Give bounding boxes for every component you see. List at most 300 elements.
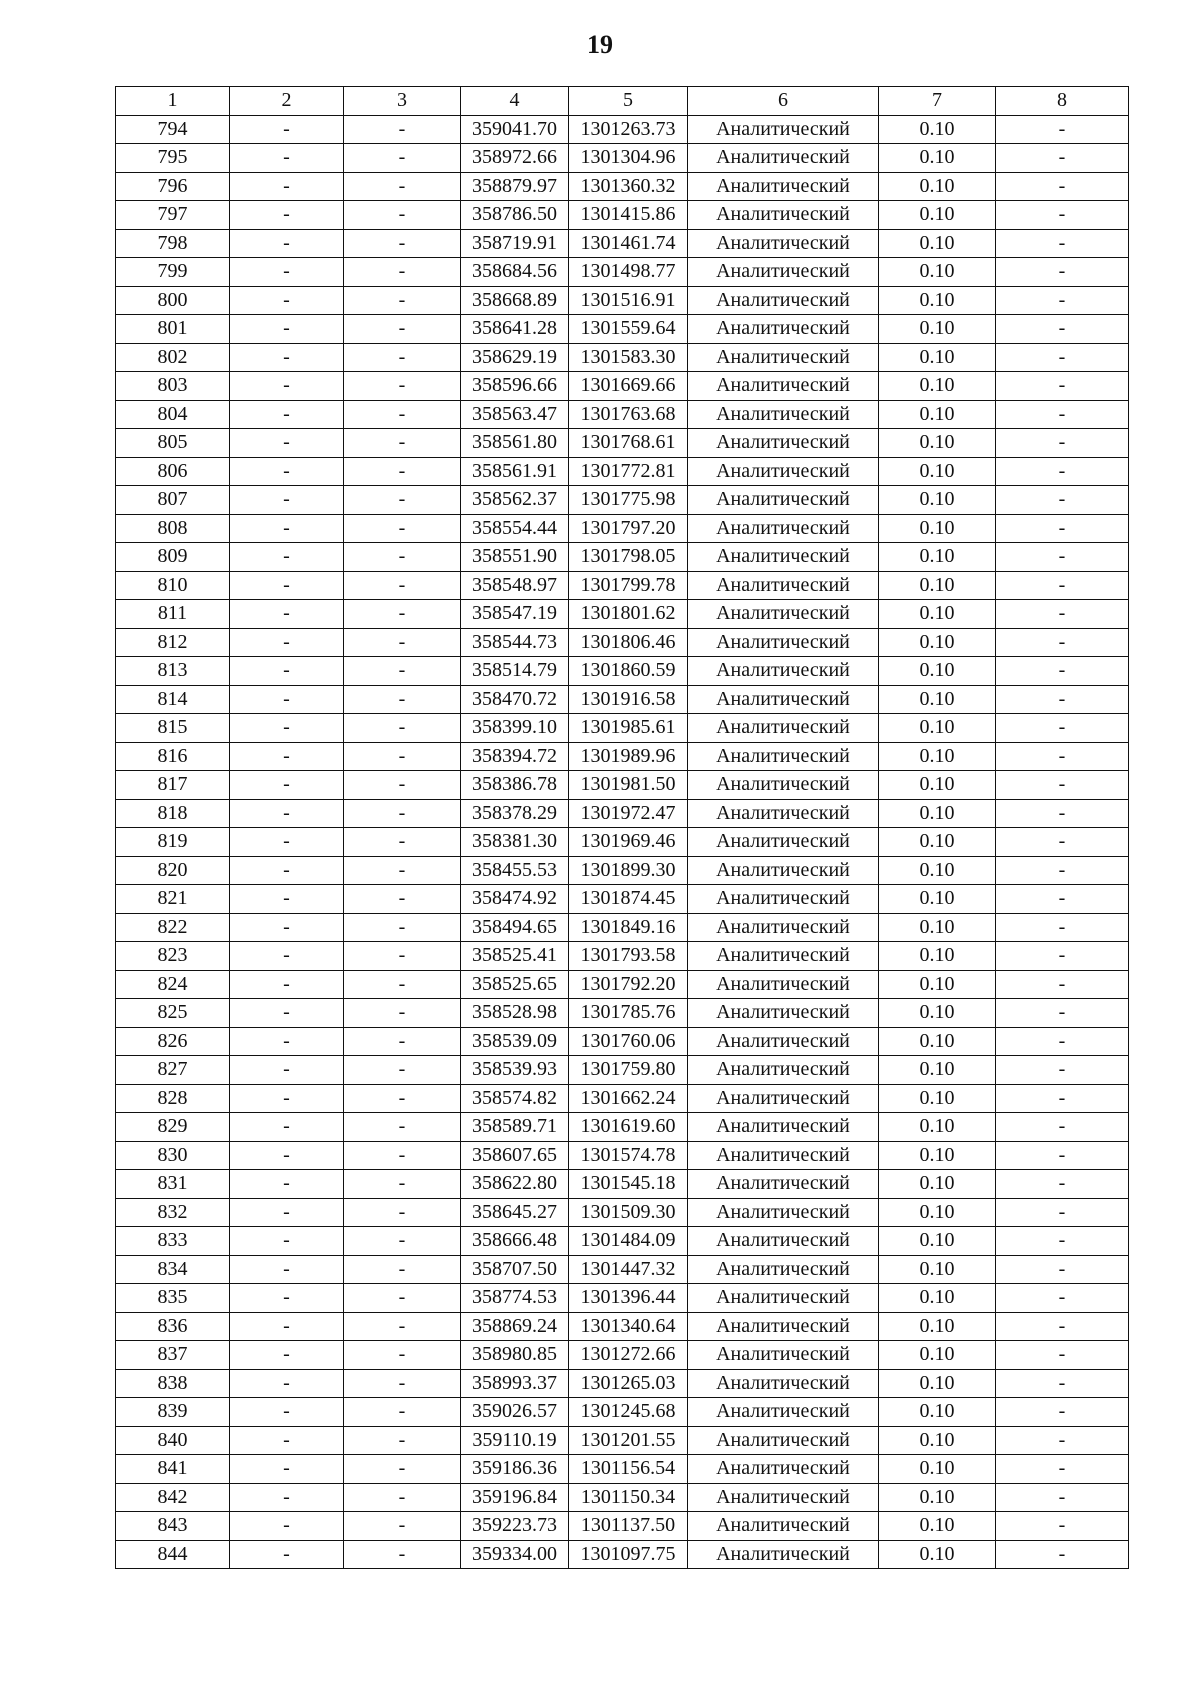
table-cell-col-2: - (230, 657, 344, 686)
table-cell-col-7: 0.10 (879, 771, 996, 800)
table-row (116, 1455, 1129, 1484)
table-cell-col-1: 824 (116, 970, 230, 999)
table-cell-col-7: 0.10 (879, 372, 996, 401)
table-cell-col-8: - (996, 1227, 1129, 1256)
table-cell-col-6: Аналитический (688, 1255, 879, 1284)
table-cell-col-1: 826 (116, 1027, 230, 1056)
table-cell-col-6: Аналитический (688, 144, 879, 173)
table-row (116, 514, 1129, 543)
table-cell-col-4: 358622.80 (461, 1170, 569, 1199)
table-cell-col-4: 358474.92 (461, 885, 569, 914)
table-cell-col-1: 804 (116, 400, 230, 429)
table-cell-col-8: - (996, 1312, 1129, 1341)
table-cell-col-4: 358596.66 (461, 372, 569, 401)
table-cell-col-2: - (230, 885, 344, 914)
table-cell-col-6: Аналитический (688, 571, 879, 600)
table-cell-col-4: 358528.98 (461, 999, 569, 1028)
table-row (116, 144, 1129, 173)
table-cell-col-3: - (344, 258, 461, 287)
table-cell-col-5: 1301981.50 (569, 771, 688, 800)
column-header-6: 6 (688, 87, 879, 116)
table-cell-col-2: - (230, 1198, 344, 1227)
table-cell-col-2: - (230, 1483, 344, 1512)
table-cell-col-4: 358554.44 (461, 514, 569, 543)
table-cell-col-4: 358381.30 (461, 828, 569, 857)
table-cell-col-7: 0.10 (879, 999, 996, 1028)
table-cell-col-7: 0.10 (879, 315, 996, 344)
table-cell-col-6: Аналитический (688, 486, 879, 515)
table-cell-col-5: 1301559.64 (569, 315, 688, 344)
table-cell-col-6: Аналитический (688, 429, 879, 458)
table-cell-col-2: - (230, 1284, 344, 1313)
table-cell-col-1: 841 (116, 1455, 230, 1484)
table-cell-col-1: 803 (116, 372, 230, 401)
table-cell-col-8: - (996, 400, 1129, 429)
table-cell-col-6: Аналитический (688, 799, 879, 828)
table-cell-col-7: 0.10 (879, 514, 996, 543)
table-cell-col-8: - (996, 999, 1129, 1028)
table-cell-col-4: 358641.28 (461, 315, 569, 344)
table-cell-col-7: 0.10 (879, 571, 996, 600)
table-cell-col-5: 1301899.30 (569, 856, 688, 885)
table-cell-col-2: - (230, 144, 344, 173)
table-row (116, 400, 1129, 429)
table-cell-col-6: Аналитический (688, 657, 879, 686)
table-cell-col-2: - (230, 286, 344, 315)
table-cell-col-5: 1301360.32 (569, 172, 688, 201)
table-cell-col-7: 0.10 (879, 400, 996, 429)
column-header-1: 1 (116, 87, 230, 116)
table-row (116, 799, 1129, 828)
table-cell-col-7: 0.10 (879, 856, 996, 885)
table-cell-col-5: 1301619.60 (569, 1113, 688, 1142)
table-cell-col-1: 823 (116, 942, 230, 971)
table-cell-col-3: - (344, 1084, 461, 1113)
table-cell-col-8: - (996, 457, 1129, 486)
table-cell-col-4: 358972.66 (461, 144, 569, 173)
table-cell-col-5: 1301265.03 (569, 1369, 688, 1398)
table-cell-col-6: Аналитический (688, 1398, 879, 1427)
table-cell-col-3: - (344, 1455, 461, 1484)
table-cell-col-7: 0.10 (879, 1369, 996, 1398)
table-cell-col-3: - (344, 1027, 461, 1056)
table-cell-col-1: 842 (116, 1483, 230, 1512)
table-cell-col-7: 0.10 (879, 229, 996, 258)
table-cell-col-3: - (344, 571, 461, 600)
table-cell-col-7: 0.10 (879, 1483, 996, 1512)
table-cell-col-1: 832 (116, 1198, 230, 1227)
column-header-5: 5 (569, 87, 688, 116)
table-cell-col-4: 358684.56 (461, 258, 569, 287)
table-cell-col-8: - (996, 1455, 1129, 1484)
table-cell-col-3: - (344, 229, 461, 258)
table-cell-col-6: Аналитический (688, 400, 879, 429)
table-cell-col-4: 358786.50 (461, 201, 569, 230)
table-cell-col-4: 359186.36 (461, 1455, 569, 1484)
table-cell-col-5: 1301272.66 (569, 1341, 688, 1370)
table-cell-col-2: - (230, 400, 344, 429)
table-cell-col-4: 358544.73 (461, 628, 569, 657)
table-cell-col-8: - (996, 229, 1129, 258)
table-cell-col-6: Аналитический (688, 1341, 879, 1370)
table-cell-col-6: Аналитический (688, 1198, 879, 1227)
table-cell-col-8: - (996, 942, 1129, 971)
table-cell-col-3: - (344, 1312, 461, 1341)
table-cell-col-6: Аналитический (688, 1027, 879, 1056)
table-header-row (116, 87, 1129, 116)
table-cell-col-3: - (344, 172, 461, 201)
table-cell-col-2: - (230, 999, 344, 1028)
table-cell-col-4: 358378.29 (461, 799, 569, 828)
table-cell-col-7: 0.10 (879, 1284, 996, 1313)
table-cell-col-6: Аналитический (688, 514, 879, 543)
table-cell-col-7: 0.10 (879, 1255, 996, 1284)
table-cell-col-2: - (230, 343, 344, 372)
table-cell-col-3: - (344, 685, 461, 714)
table-cell-col-5: 1301415.86 (569, 201, 688, 230)
table-cell-col-8: - (996, 115, 1129, 144)
table-cell-col-4: 358547.19 (461, 600, 569, 629)
table-cell-col-7: 0.10 (879, 1398, 996, 1427)
table-cell-col-7: 0.10 (879, 714, 996, 743)
table-cell-col-7: 0.10 (879, 799, 996, 828)
table-cell-col-5: 1301969.46 (569, 828, 688, 857)
table-cell-col-4: 358980.85 (461, 1341, 569, 1370)
table-cell-col-1: 817 (116, 771, 230, 800)
table-row (116, 172, 1129, 201)
table-cell-col-2: - (230, 1170, 344, 1199)
table-cell-col-6: Аналитический (688, 1512, 879, 1541)
table-cell-col-3: - (344, 999, 461, 1028)
table-row (116, 286, 1129, 315)
table-cell-col-6: Аналитический (688, 714, 879, 743)
table-cell-col-8: - (996, 571, 1129, 600)
table-cell-col-8: - (996, 742, 1129, 771)
table-cell-col-6: Аналитический (688, 115, 879, 144)
table-cell-col-2: - (230, 1398, 344, 1427)
table-cell-col-7: 0.10 (879, 1084, 996, 1113)
table-cell-col-5: 1301772.81 (569, 457, 688, 486)
table-cell-col-1: 834 (116, 1255, 230, 1284)
table-cell-col-2: - (230, 258, 344, 287)
table-cell-col-6: Аналитический (688, 1455, 879, 1484)
table-cell-col-2: - (230, 1113, 344, 1142)
table-cell-col-2: - (230, 828, 344, 857)
table-row (116, 1027, 1129, 1056)
table-cell-col-8: - (996, 799, 1129, 828)
table-cell-col-4: 358774.53 (461, 1284, 569, 1313)
table-cell-col-5: 1301263.73 (569, 115, 688, 144)
table-cell-col-3: - (344, 457, 461, 486)
table-cell-col-6: Аналитический (688, 1084, 879, 1113)
table-cell-col-3: - (344, 742, 461, 771)
table-cell-col-3: - (344, 514, 461, 543)
table-cell-col-4: 358525.41 (461, 942, 569, 971)
table-cell-col-8: - (996, 343, 1129, 372)
table-cell-col-1: 830 (116, 1141, 230, 1170)
table-cell-col-8: - (996, 172, 1129, 201)
table-row (116, 1398, 1129, 1427)
table-cell-col-2: - (230, 486, 344, 515)
table-row (116, 1113, 1129, 1142)
table-cell-col-1: 820 (116, 856, 230, 885)
table-row (116, 685, 1129, 714)
table-cell-col-8: - (996, 1027, 1129, 1056)
table-cell-col-2: - (230, 172, 344, 201)
table-cell-col-4: 358707.50 (461, 1255, 569, 1284)
table-cell-col-5: 1301972.47 (569, 799, 688, 828)
table-cell-col-1: 814 (116, 685, 230, 714)
table-cell-col-1: 831 (116, 1170, 230, 1199)
table-cell-col-2: - (230, 229, 344, 258)
table-cell-col-2: - (230, 742, 344, 771)
table-cell-col-6: Аналитический (688, 970, 879, 999)
table-row (116, 115, 1129, 144)
table-cell-col-3: - (344, 486, 461, 515)
table-cell-col-3: - (344, 1426, 461, 1455)
table-cell-col-5: 1301763.68 (569, 400, 688, 429)
table-row (116, 999, 1129, 1028)
table-cell-col-1: 840 (116, 1426, 230, 1455)
table-cell-col-3: - (344, 885, 461, 914)
table-row (116, 970, 1129, 999)
table-cell-col-1: 836 (116, 1312, 230, 1341)
table-cell-col-1: 816 (116, 742, 230, 771)
table-cell-col-1: 797 (116, 201, 230, 230)
table-row (116, 1170, 1129, 1199)
table-cell-col-6: Аналитический (688, 742, 879, 771)
table-cell-col-6: Аналитический (688, 1141, 879, 1170)
table-cell-col-4: 358869.24 (461, 1312, 569, 1341)
table-cell-col-7: 0.10 (879, 1540, 996, 1569)
table-cell-col-8: - (996, 486, 1129, 515)
table-cell-col-6: Аналитический (688, 628, 879, 657)
table-cell-col-1: 844 (116, 1540, 230, 1569)
table-row (116, 1369, 1129, 1398)
table-cell-col-5: 1301662.24 (569, 1084, 688, 1113)
table-cell-col-7: 0.10 (879, 1198, 996, 1227)
table-cell-col-4: 359334.00 (461, 1540, 569, 1569)
table-cell-col-3: - (344, 201, 461, 230)
table-cell-col-4: 358562.37 (461, 486, 569, 515)
table-cell-col-7: 0.10 (879, 457, 996, 486)
table-row (116, 571, 1129, 600)
table-cell-col-6: Аналитический (688, 685, 879, 714)
table-row (116, 600, 1129, 629)
table-row (116, 1084, 1129, 1113)
table-cell-col-3: - (344, 543, 461, 572)
table-cell-col-8: - (996, 970, 1129, 999)
table-cell-col-2: - (230, 571, 344, 600)
table-cell-col-8: - (996, 885, 1129, 914)
table-cell-col-1: 833 (116, 1227, 230, 1256)
table-cell-col-7: 0.10 (879, 913, 996, 942)
table-cell-col-6: Аналитический (688, 1483, 879, 1512)
table-cell-col-4: 358607.65 (461, 1141, 569, 1170)
table-cell-col-4: 359223.73 (461, 1512, 569, 1541)
table-cell-col-3: - (344, 828, 461, 857)
table-cell-col-8: - (996, 1284, 1129, 1313)
column-header-3: 3 (344, 87, 461, 116)
table-row (116, 343, 1129, 372)
table-row (116, 1056, 1129, 1085)
table-cell-col-8: - (996, 1113, 1129, 1142)
table-row (116, 543, 1129, 572)
table-cell-col-8: - (996, 201, 1129, 230)
table-cell-col-1: 822 (116, 913, 230, 942)
table-cell-col-7: 0.10 (879, 286, 996, 315)
table-cell-col-2: - (230, 1426, 344, 1455)
column-header-4: 4 (461, 87, 569, 116)
table-cell-col-6: Аналитический (688, 771, 879, 800)
table-cell-col-2: - (230, 970, 344, 999)
table-cell-col-6: Аналитический (688, 913, 879, 942)
table-cell-col-8: - (996, 685, 1129, 714)
table-cell-col-6: Аналитический (688, 201, 879, 230)
table-cell-col-1: 808 (116, 514, 230, 543)
table-cell-col-2: - (230, 1540, 344, 1569)
table-cell-col-1: 799 (116, 258, 230, 287)
table-cell-col-1: 798 (116, 229, 230, 258)
table-cell-col-2: - (230, 115, 344, 144)
table-cell-col-8: - (996, 1056, 1129, 1085)
table-cell-col-2: - (230, 372, 344, 401)
table-cell-col-2: - (230, 600, 344, 629)
table-cell-col-7: 0.10 (879, 115, 996, 144)
table-cell-col-7: 0.10 (879, 600, 996, 629)
table-cell-col-4: 358563.47 (461, 400, 569, 429)
table-cell-col-2: - (230, 628, 344, 657)
table-cell-col-4: 358394.72 (461, 742, 569, 771)
table-cell-col-1: 825 (116, 999, 230, 1028)
table-row (116, 1312, 1129, 1341)
table-cell-col-2: - (230, 1369, 344, 1398)
table-cell-col-5: 1301340.64 (569, 1312, 688, 1341)
table-cell-col-5: 1301516.91 (569, 286, 688, 315)
table-cell-col-2: - (230, 1056, 344, 1085)
table-cell-col-7: 0.10 (879, 685, 996, 714)
table-cell-col-6: Аналитический (688, 1369, 879, 1398)
table-cell-col-1: 838 (116, 1369, 230, 1398)
table-body (116, 115, 1129, 1569)
table-cell-col-3: - (344, 1369, 461, 1398)
table-cell-col-3: - (344, 1198, 461, 1227)
table-cell-col-4: 358539.93 (461, 1056, 569, 1085)
table-cell-col-8: - (996, 913, 1129, 942)
table-cell-col-4: 358719.91 (461, 229, 569, 258)
table-cell-col-7: 0.10 (879, 1341, 996, 1370)
table-cell-col-8: - (996, 258, 1129, 287)
table-cell-col-5: 1301759.80 (569, 1056, 688, 1085)
table-cell-col-5: 1301097.75 (569, 1540, 688, 1569)
table-cell-col-6: Аналитический (688, 543, 879, 572)
table-cell-col-7: 0.10 (879, 1141, 996, 1170)
table-cell-col-6: Аналитический (688, 457, 879, 486)
table-cell-col-1: 815 (116, 714, 230, 743)
table-cell-col-2: - (230, 799, 344, 828)
table-cell-col-1: 809 (116, 543, 230, 572)
table-cell-col-7: 0.10 (879, 628, 996, 657)
table-row (116, 771, 1129, 800)
table-cell-col-4: 358574.82 (461, 1084, 569, 1113)
table-cell-col-7: 0.10 (879, 1512, 996, 1541)
table-cell-col-8: - (996, 1141, 1129, 1170)
table-cell-col-2: - (230, 913, 344, 942)
table-cell-col-1: 812 (116, 628, 230, 657)
table-cell-col-5: 1301509.30 (569, 1198, 688, 1227)
table-cell-col-3: - (344, 372, 461, 401)
table-cell-col-5: 1301669.66 (569, 372, 688, 401)
table-cell-col-1: 837 (116, 1341, 230, 1370)
table-cell-col-7: 0.10 (879, 1027, 996, 1056)
table-cell-col-3: - (344, 1255, 461, 1284)
table-row (116, 856, 1129, 885)
table-cell-col-7: 0.10 (879, 1312, 996, 1341)
table-cell-col-2: - (230, 514, 344, 543)
table-cell-col-2: - (230, 1255, 344, 1284)
table-row (116, 315, 1129, 344)
table-cell-col-4: 358470.72 (461, 685, 569, 714)
table-cell-col-5: 1301461.74 (569, 229, 688, 258)
table-cell-col-3: - (344, 771, 461, 800)
table-cell-col-5: 1301447.32 (569, 1255, 688, 1284)
table-row (116, 229, 1129, 258)
table-cell-col-4: 358548.97 (461, 571, 569, 600)
table-cell-col-2: - (230, 429, 344, 458)
table-cell-col-3: - (344, 1341, 461, 1370)
table-cell-col-1: 802 (116, 343, 230, 372)
table-cell-col-8: - (996, 1369, 1129, 1398)
table-cell-col-3: - (344, 657, 461, 686)
table-cell-col-5: 1301396.44 (569, 1284, 688, 1313)
table-cell-col-5: 1301768.61 (569, 429, 688, 458)
table-cell-col-6: Аналитический (688, 1426, 879, 1455)
table-cell-col-6: Аналитический (688, 856, 879, 885)
table-cell-col-4: 358589.71 (461, 1113, 569, 1142)
table-cell-col-2: - (230, 1084, 344, 1113)
table-cell-col-6: Аналитический (688, 372, 879, 401)
table-cell-col-2: - (230, 685, 344, 714)
table-row (116, 201, 1129, 230)
table-cell-col-3: - (344, 1540, 461, 1569)
table-cell-col-5: 1301849.16 (569, 913, 688, 942)
table-cell-col-1: 807 (116, 486, 230, 515)
table-cell-col-3: - (344, 1284, 461, 1313)
table-cell-col-7: 0.10 (879, 486, 996, 515)
table-cell-col-5: 1301985.61 (569, 714, 688, 743)
table-cell-col-5: 1301793.58 (569, 942, 688, 971)
table-cell-col-4: 358879.97 (461, 172, 569, 201)
table-cell-col-6: Аналитический (688, 600, 879, 629)
table-cell-col-8: - (996, 1426, 1129, 1455)
table-cell-col-8: - (996, 1483, 1129, 1512)
table-cell-col-4: 358993.37 (461, 1369, 569, 1398)
table-cell-col-5: 1301583.30 (569, 343, 688, 372)
table-cell-col-1: 827 (116, 1056, 230, 1085)
table-cell-col-4: 358668.89 (461, 286, 569, 315)
table-cell-col-7: 0.10 (879, 828, 996, 857)
table-cell-col-4: 358561.91 (461, 457, 569, 486)
table-cell-col-4: 359196.84 (461, 1483, 569, 1512)
table-cell-col-7: 0.10 (879, 742, 996, 771)
table-cell-col-8: - (996, 714, 1129, 743)
table-cell-col-7: 0.10 (879, 144, 996, 173)
table-cell-col-6: Аналитический (688, 1312, 879, 1341)
table-cell-col-5: 1301916.58 (569, 685, 688, 714)
table-cell-col-1: 806 (116, 457, 230, 486)
table-cell-col-1: 843 (116, 1512, 230, 1541)
table-cell-col-3: - (344, 714, 461, 743)
